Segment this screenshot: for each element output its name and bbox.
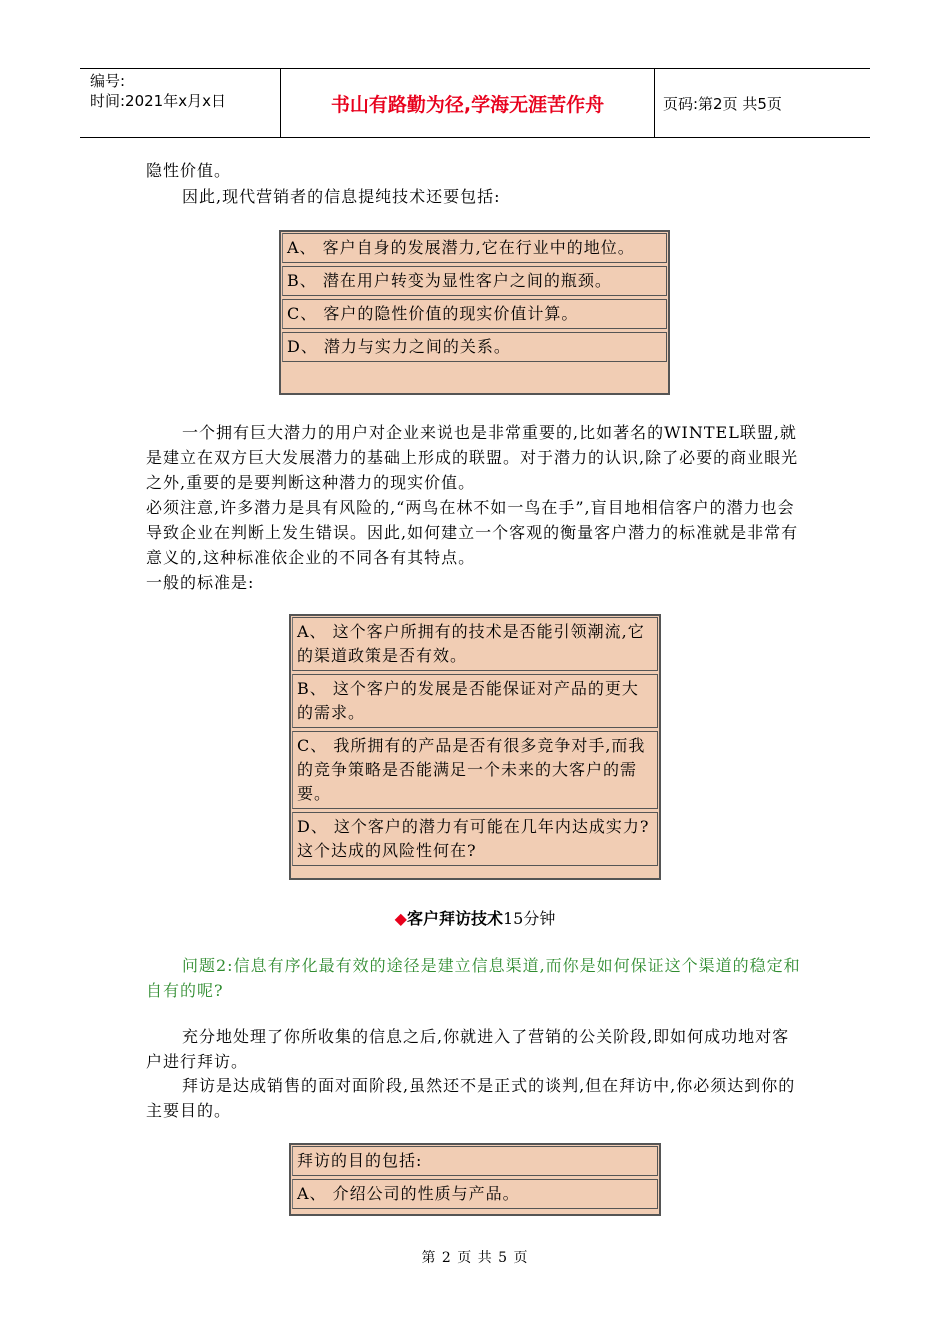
document-number: 编号: [90, 72, 126, 90]
header-page-number: 页码:第2页 共5页 [663, 94, 782, 113]
paragraph: 因此,现代营销者的信息提纯技术还要包括: [182, 187, 501, 206]
section-title [0, 906, 950, 929]
paragraph: 一个拥有巨大潜力的用户对企业来说也是非常重要的,比如著名的WINTEL联盟,就是建立在双方巨大发展潜力的基础上形成的联盟。对于潜力的认识,除了必要的商业眼光之外,重要的是要判断这种潜力的现实价值。 [146, 423, 799, 492]
header-meta [80, 69, 281, 137]
diamond-icon: ◆ [394, 909, 407, 928]
paragraph: 一般的标准是: [146, 573, 255, 592]
header-motto: 书山有路勤为径,学海无涯苦作舟 [281, 69, 655, 137]
paragraph: 拜访是达成销售的面对面阶段,虽然还不是正式的谈判,但在拜访中,你必须达到你的主要目的。 [146, 1076, 796, 1120]
document-date: 时间:2021年x月x日 [90, 92, 226, 110]
info-box-standards [289, 614, 661, 880]
box-item: D、 这个客户的潜力有可能在几年内达成实力?这个达成的风险性何在? [292, 812, 658, 866]
box-item: A、 介绍公司的性质与产品。 [292, 1179, 658, 1209]
box-item: B、 这个客户的发展是否能保证对产品的更大的需求。 [292, 674, 658, 728]
box-item: A、 这个客户所拥有的技术是否能引领潮流,它的渠道政策是否有效。 [292, 617, 658, 671]
section-duration: 15分钟 [502, 909, 556, 928]
page-footer: 第 2 页 共 5 页 [421, 1250, 529, 1266]
info-box-purification [279, 230, 670, 395]
paragraph: 充分地处理了你所收集的信息之后,你就进入了营销的公关阶段,即如何成功地对客户进行拜访。 [146, 1027, 790, 1071]
box-item: D、 潜力与实力之间的关系。 [282, 332, 667, 362]
section-heading: 客户拜访技术 [406, 909, 503, 928]
question-text: 问题2:信息有序化最有效的途径是建立信息渠道,而你是如何保证这个渠道的稳定和自有的呢? [146, 956, 801, 1000]
info-box-visit-goals [289, 1143, 661, 1216]
box-item: A、 客户自身的发展潜力,它在行业中的地位。 [282, 233, 667, 263]
box-item: B、 潜在用户转变为显性客户之间的瓶颈。 [282, 266, 667, 296]
box-item: C、 我所拥有的产品是否有很多竞争对手,而我的竞争策略是否能满足一个未来的大客户的需要。 [292, 731, 658, 809]
paragraph: 隐性价值。 [146, 161, 232, 180]
box-item: C、 客户的隐性价值的现实价值计算。 [282, 299, 667, 329]
page-header [80, 68, 870, 138]
paragraph: 必须注意,许多潜力是具有风险的,“两鸟在林不如一鸟在手”,盲目地相信客户的潜力也会导致企业在判断上发生错误。因此,如何建立一个客观的衡量客户潜力的标准就是非常有意义的,这种标准依企业的不同各有其特点。 [146, 498, 799, 567]
box-item: 拜访的目的包括: [292, 1146, 658, 1176]
